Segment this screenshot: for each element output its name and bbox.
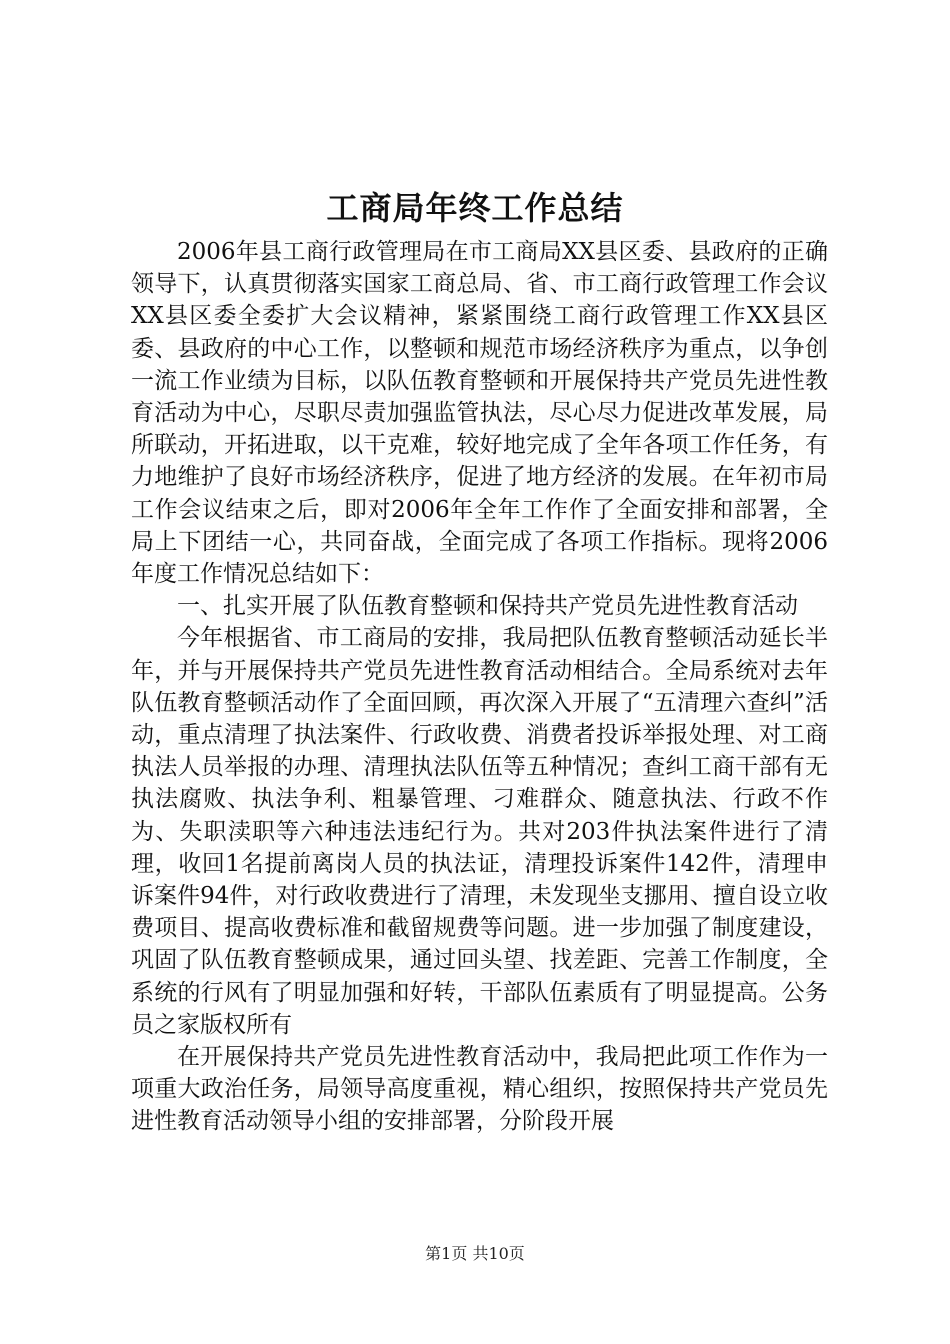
paragraph-intro: 2006年县工商行政管理局在市工商局XX县区委、县政府的正确领导下，认真贯彻落实国家工商总局、省、市工商行政管理工作会议XX县区委全委扩大会议精神，紧紧围绕工商行政管理工作XX县区委、县政府的中心工作，以整顿和规范市场经济秩序为重点，以争创一流工作业绩为目标，以队伍教育整顿和开展保持共产党员先进性教育活动为中心，尽职尽责加强监管执法，尽心尽力促进改革发展，局所联动，开拓进取，以干克难，较好地完成了全年各项工作任务，有力地维护了良好市场经济秩序，促进了地方经济的发展。在年初市局工作会议结束之后，即对2006年全年工作作了全面安排和部署，全局上下团结一心，共同奋战，全面完成了各项工作指标。现将2006年度工作情况总结如下： (131, 239, 828, 588)
paragraph-section-1: 今年根据省、市工商局的安排，我局把队伍教育整顿活动延长半年，并与开展保持共产党员先进性教育活动相结合。全局系统对去年队伍教育整顿活动作了全面回顾，再次深入开展了“五清理六查纠”活动，重点清理了执法案件、行政收费、消费者投诉举报处理、对工商执法人员举报的办理、清理执法队伍等五种情况；查纠工商干部有无执法腐败、执法争利、粗暴管理、刁难群众、随意执法、行政不作为、失职渎职等六种违法违纪行为。共对203件执法案件进行了清理，收回1名提前离岗人员的执法证，清理投诉案件142件，清理申诉案件94件，对行政收费进行了清理，未发现坐支挪用、擅自设立收费项目、提高收费标准和截留规费等问题。进一步加强了制度建设，巩固了队伍教育整顿成果，通过回头望、找差距、完善工作制度，全系统的行风有了明显加强和好转，干部队伍素质有了明显提高。公务员之家版权所有 (131, 625, 828, 1038)
paragraph-party-education: 在开展保持共产党员先进性教育活动中，我局把此项工作作为一项重大政治任务，局领导高度重视，精心组织，按照保持共产党员先进性教育活动领导小组的安排部署，分阶段开展 (131, 1044, 828, 1135)
section-heading-1: 一、扎实开展了队伍教育整顿和保持共产党员先进性教育活动 (177, 593, 798, 620)
page-number-footer: 第1页 共10页 (425, 1244, 525, 1263)
document-title: 工商局年终工作总结 (326, 189, 624, 227)
document-body (131, 236, 828, 1138)
